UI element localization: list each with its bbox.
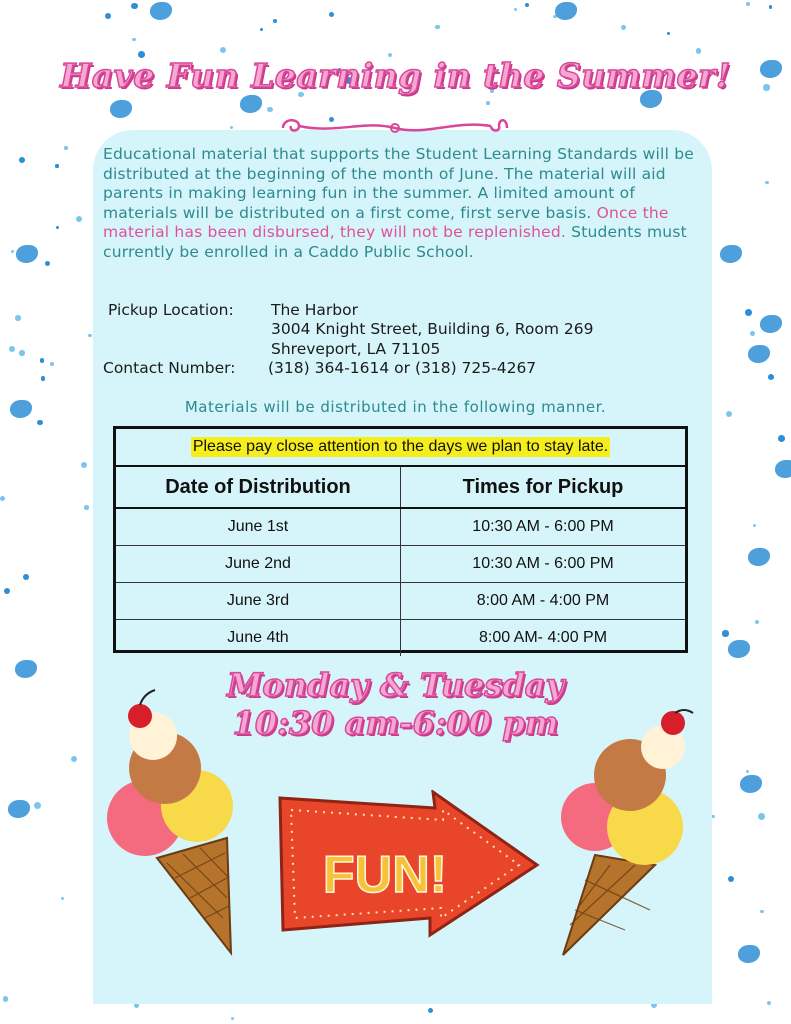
background-splotch: [720, 245, 742, 263]
background-dot: [267, 107, 273, 113]
time-cell: 8:00 AM- 4:00 PM: [478, 629, 608, 646]
background-splotch: [555, 2, 577, 20]
background-dot: [329, 12, 334, 17]
background-dot: [45, 261, 50, 266]
background-dot: [745, 309, 752, 316]
background-dot: [273, 19, 277, 23]
background-splotch: [16, 245, 38, 263]
background-splotch: [110, 100, 132, 118]
background-dot: [88, 334, 91, 337]
background-dot: [514, 8, 517, 11]
background-dot: [260, 28, 263, 31]
background-dot: [769, 5, 772, 8]
background-dot: [84, 505, 89, 510]
sign-text: FUN!: [322, 846, 448, 904]
background-dot: [220, 47, 226, 53]
background-dot: [64, 146, 68, 150]
background-dot: [34, 802, 41, 809]
ice-cream-cone-icon: [105, 688, 240, 958]
background-dot: [11, 250, 14, 253]
background-dot: [56, 226, 60, 230]
background-dot: [231, 1017, 234, 1020]
background-dot: [132, 38, 135, 41]
background-splotch: [728, 640, 750, 658]
days-heading: Monday & Tuesday: [226, 666, 565, 704]
time-cell: 8:00 AM - 4:00 PM: [476, 592, 610, 609]
background-splotch: [150, 2, 172, 20]
background-dot: [758, 813, 765, 820]
background-dot: [768, 374, 774, 380]
background-dot: [767, 1001, 771, 1005]
background-dot: [230, 126, 233, 129]
page-title: Have Fun Learning in the Summer!: [60, 56, 731, 95]
table-header-row: [116, 467, 685, 509]
intro-text: Educational material that supports the Student Learning Standards will be distributed at the beginning of the month of June. The material will aid parents in making learning fun in the summer. A limited amount of materials will be distributed on a first come, first serve basis.: [103, 145, 694, 222]
pickup-place: The Harbor: [271, 301, 358, 319]
background-dot: [3, 996, 8, 1001]
pickup-street: 3004 Knight Street, Building 6, Room 269: [271, 320, 594, 338]
background-dot: [750, 331, 755, 336]
background-splotch: [775, 460, 791, 478]
background-dot: [41, 376, 46, 381]
background-dot: [76, 216, 82, 222]
background-dot: [19, 157, 25, 163]
distribution-table: [113, 426, 688, 653]
time-cell: 10:30 AM - 6:00 PM: [472, 555, 614, 572]
background-dot: [667, 32, 670, 35]
background-dot: [428, 1008, 434, 1014]
background-dot: [40, 358, 44, 362]
table-row: [116, 620, 685, 656]
contact-label: Contact Number:: [103, 359, 236, 377]
contact-numbers: (318) 364-1614 or (318) 725-4267: [268, 359, 537, 377]
intro-paragraph: [103, 145, 703, 262]
background-splotch: [240, 95, 262, 113]
background-dot: [131, 3, 137, 9]
background-dot: [486, 101, 489, 104]
background-dot: [778, 435, 785, 442]
background-splotch: [740, 775, 762, 793]
background-dot: [23, 574, 29, 580]
background-dot: [71, 756, 77, 762]
background-dot: [81, 462, 87, 468]
background-dot: [134, 1003, 139, 1008]
background-splotch: [8, 800, 30, 818]
background-dot: [55, 164, 58, 167]
table-row: [116, 509, 685, 546]
background-dot: [525, 3, 529, 7]
column-header-date: Date of Distribution: [116, 467, 401, 507]
background-dot: [746, 2, 750, 6]
background-dot: [37, 420, 43, 426]
background-dot: [4, 588, 10, 594]
date-cell: June 4th: [116, 620, 401, 656]
background-dot: [760, 910, 764, 914]
pickup-city: Shreveport, LA 71105: [271, 340, 441, 358]
intro-enrollment: Students must currently be enrolled in a Caddo Public School.: [103, 223, 687, 261]
background-dot: [722, 630, 728, 636]
background-dot: [435, 25, 439, 29]
hours-heading: 10:30 am-6:00 pm: [232, 704, 559, 742]
background-splotch: [738, 945, 760, 963]
background-dot: [19, 350, 24, 355]
background-splotch: [748, 345, 770, 363]
background-dot: [728, 876, 734, 882]
table-note-row: [116, 429, 685, 467]
background-splotch: [748, 548, 770, 566]
background-splotch: [760, 315, 782, 333]
date-cell: June 2nd: [116, 546, 401, 582]
background-dot: [105, 13, 111, 19]
background-dot: [753, 524, 756, 527]
background-dot: [746, 770, 749, 773]
background-dot: [765, 181, 768, 184]
background-dot: [50, 362, 54, 366]
pickup-label: Pickup Location:: [108, 301, 234, 319]
background-dot: [0, 496, 5, 501]
date-cell: June 1st: [116, 509, 401, 545]
fun-arrow-sign-icon: [275, 790, 540, 940]
intro-warning: Once the material has been disbursed, they will not be replenished.: [103, 203, 669, 241]
table-row: [116, 583, 685, 620]
distribution-manner-text: Materials will be distributed in the following manner.: [184, 398, 607, 416]
background-dot: [61, 897, 64, 900]
background-dot: [621, 25, 626, 30]
highlighted-note: Please pay close attention to the days we plan to stay late.: [192, 438, 609, 455]
background-dot: [696, 48, 702, 54]
column-header-times: Times for Pickup: [462, 475, 624, 498]
time-cell: 10:30 AM - 6:00 PM: [472, 518, 614, 535]
background-dot: [755, 620, 759, 624]
background-dot: [15, 315, 20, 320]
table-row: [116, 546, 685, 583]
background-dot: [9, 346, 15, 352]
swirl-divider-icon: [275, 114, 515, 142]
ice-cream-cone-icon: [555, 705, 695, 960]
date-cell: June 3rd: [116, 583, 401, 619]
